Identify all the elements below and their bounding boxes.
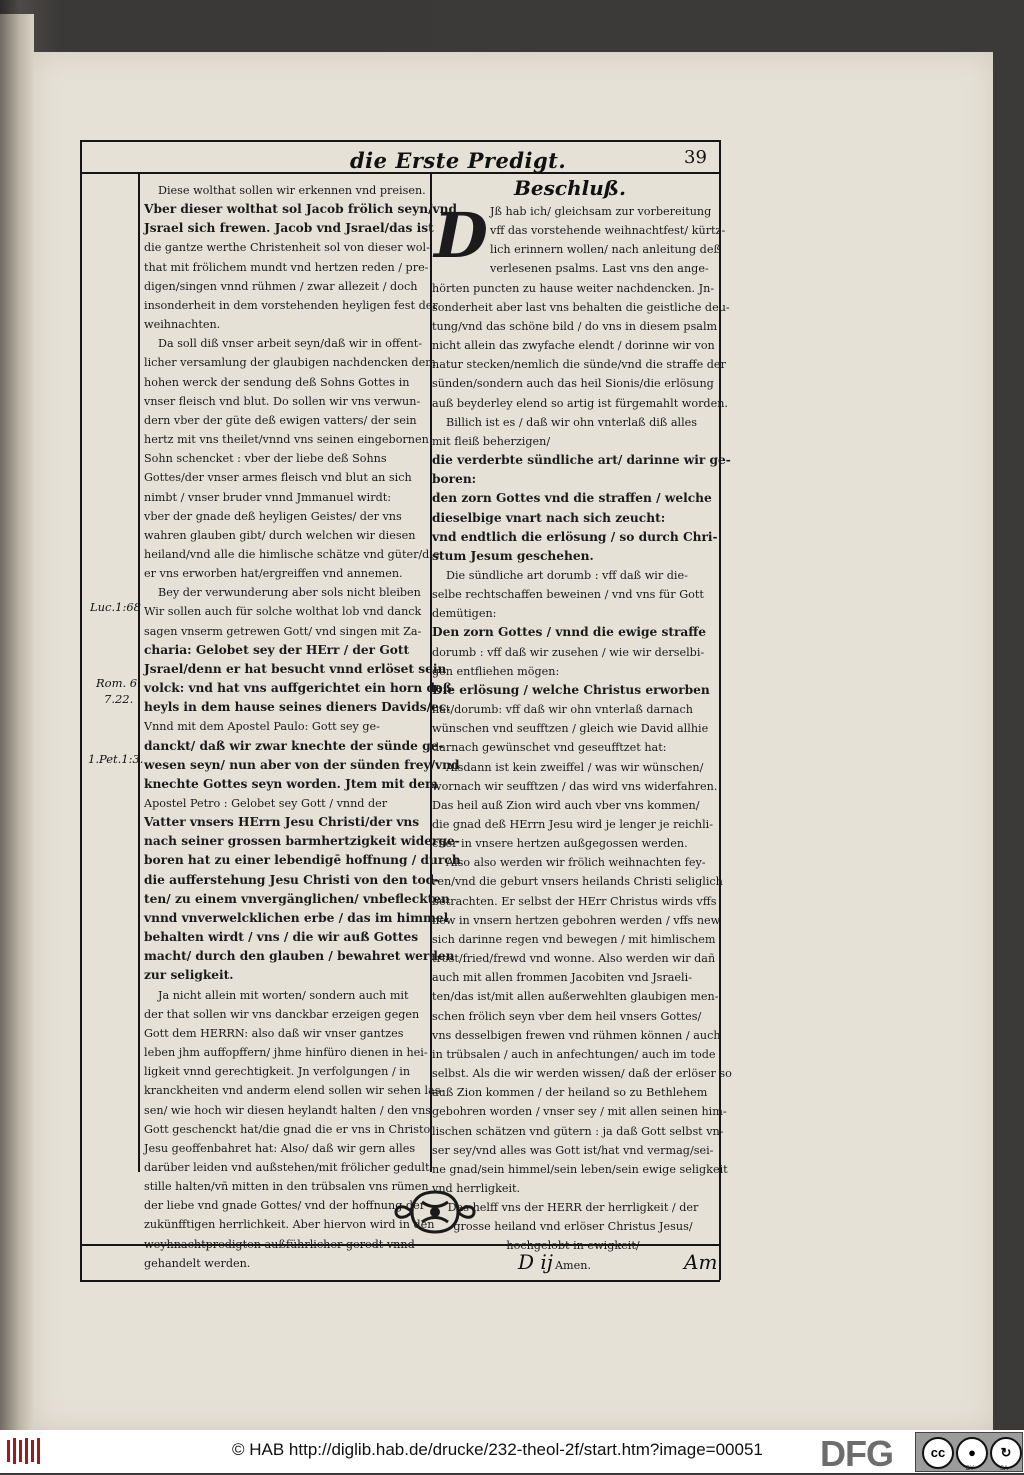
text-line: selbe rechtschaffen beweinen / vnd vns für Gott <box>432 588 704 602</box>
text-line: nimbt / vnser bruder vnnd Jmmanuel wirdt: <box>144 490 392 504</box>
frame-rule-margin <box>138 172 140 1172</box>
text-line: in trübsalen / auch in anfechtungen/ auch im tode <box>432 1047 716 1061</box>
text-line: Gott geschenckt hat/die gnad die er vns in Christo <box>144 1122 431 1136</box>
text-line: schen frölich seyn vber dem heil vnsers Gottes/ <box>432 1009 702 1023</box>
text-line: ren/vnd die geburt vnsers heilands Christi seliglich <box>432 875 723 889</box>
text-line: trost/fried/frewd vnd wonne. Also werden wir dañ <box>432 952 716 966</box>
text-line: auß Zion kommen / der heiland so zu Bethlehem <box>432 1086 708 1100</box>
text-line: Billich ist es / daß wir ohn vnterlaß diß alles <box>446 415 698 429</box>
text-line: Jß hab ich/ gleichsam zur vorbereitung <box>490 205 712 218</box>
attribution-icon: ● <box>956 1437 988 1469</box>
text-line: der liebe vnd gnade Gottes/ vnd der hoffnung der <box>144 1199 426 1213</box>
text-line: Vatter vnsers HErrn Jesu Christi/der vns <box>144 815 420 830</box>
text-line: Apostel Petro : Gelobet sey Gott / vnnd der <box>144 797 388 810</box>
margin-note: Rom. 6: <box>96 676 141 690</box>
text-line: heiland/vnd alle die himlische schätze vnd güter/die <box>144 547 440 561</box>
text-line: sünden/sondern auch das heil Sionis/die erlösung <box>432 377 714 391</box>
text-line: nicht allein das zwyfache elendt / dorinne wir von <box>432 339 715 353</box>
text-line: er vns erworben hat/ergreiffen vnd annemen. <box>144 567 403 581</box>
text-line: weihnachten. <box>144 318 221 332</box>
frame-rule-outer-left <box>80 140 82 1280</box>
adjacent-page-edge <box>0 14 34 1430</box>
text-line: Ja nicht allein mit worten/ sondern auch mit <box>158 988 409 1002</box>
page-number: 39 <box>684 147 707 168</box>
text-line: hochgelobt in ewigkeit/ <box>506 1239 640 1253</box>
margin-note: 1.Pet.1:3. <box>88 752 144 766</box>
text-line: lischen schätzen vnd gütern : ja daß Gott selbst vn- <box>432 1124 724 1138</box>
text-line: hertz mit vns theilet/vnnd vns seinen eingebornen <box>144 433 429 447</box>
text-line: vnd endtlich die erlösung / so durch Chri- <box>432 529 718 544</box>
text-line: ten/das ist/mit allen außerwehlten glaubigen men- <box>432 990 719 1004</box>
cc-icon: cc <box>922 1437 954 1469</box>
text-line: dorumb : vff daß wir zusehen / wie wir derselbi- <box>432 645 705 659</box>
text-line: wornach wir seufftzen / das wird vns widerfahren. <box>432 779 718 793</box>
margin-note: 7.22. <box>104 692 134 706</box>
text-line: sonderheit aber last vns behalten die geistliche deu- <box>432 300 730 314</box>
text-line: vnd herrligkeit. <box>432 1181 521 1195</box>
text-line: stum Jesum geschehen. <box>432 548 594 563</box>
text-line: stille halten/vñ mitten in den trübsalen vns rümen <box>144 1180 429 1194</box>
text-line: Die sündliche art dorumb : vff daß wir die- <box>446 568 688 582</box>
text-line: vnser fleisch vnd blut. Do sollen wir vns verwun- <box>144 394 421 408</box>
text-line: vnnd vnverwelcklichen erbe / das im himmel <box>144 910 449 925</box>
text-line: den zorn Gottes vnd die straffen / welche <box>432 491 712 506</box>
ornament-fleuron-icon <box>392 1186 478 1238</box>
text-line: Jsrael/denn er hat besucht vnnd erlöset sein <box>144 661 447 676</box>
text-line: vff das vorstehende weihnachtfest/ kürtz- <box>490 224 726 238</box>
sa-label: SA <box>1000 1466 1009 1472</box>
text-line: boren hat zu einer lebendigē hoffnung / durch <box>144 853 461 868</box>
text-line: Also also werden wir frölich weihnachten fey- <box>446 856 706 870</box>
text-line: that mit frölichem mundt vnd hertzen reden / pre- <box>144 260 429 274</box>
text-line: gen entfliehen mögen: <box>432 664 560 678</box>
text-line: Gottes/der vnser armes fleisch vnd blut an sich <box>144 471 412 485</box>
text-line: hohen werck der sendung deß Sohns Gottes in <box>144 375 410 389</box>
dfg-logo-icon: DFG <box>820 1433 893 1474</box>
right-text-column <box>432 199 732 1275</box>
text-line: Alsdann ist kein zweiffel / was wir wünschen/ <box>446 760 704 774</box>
text-line: Jsrael sich frewen. Jacob vnd Jsrael/das ist <box>144 221 434 236</box>
text-line: digen/singen vnnd rühmen / zwar allezeit / doch <box>144 279 418 293</box>
hab-logo-icon <box>6 1436 46 1466</box>
text-line: wahren glauben gibt/ durch welchen wir diesen <box>144 528 416 542</box>
text-line: natur stecken/nemlich die sünde/vnd die straffe der <box>432 358 726 372</box>
text-line: Das heil auß Zion wird auch vber vns kommen/ <box>432 798 700 812</box>
text-line: Wir sollen auch für solche wolthat lob vnd danck <box>144 605 422 619</box>
text-line: heyls in dem hause seines dieners Davids/ec. <box>144 700 451 715</box>
text-line: Bey der verwunderung aber sols nicht bleiben <box>158 586 421 600</box>
text-line: demütigen: <box>432 607 497 621</box>
text-line: Vber dieser wolthat sol Jacob frölich seyn/vnd <box>144 202 457 217</box>
text-line: wesen seyn/ nun aber von der sünden frey/vnd <box>144 757 460 772</box>
text-line: grosse heiland vnd erlöser Christus Jesus/ <box>453 1220 693 1234</box>
text-line: macht/ durch den glauben / bewahret werden <box>144 949 455 964</box>
text-line: insonderheit in dem vorstehenden heyligen fest der <box>144 298 438 312</box>
text-line: dern vber der güte deß ewigen vatters/ der sein <box>144 413 417 427</box>
text-line: Die erlösung / welche Christus erworben <box>432 682 710 697</box>
text-line: vns desselbigen frewen vnd rühmen können / auch <box>432 1028 721 1042</box>
text-line: der that sollen wir vns danckbar erzeigen gegen <box>144 1007 420 1021</box>
text-line: weyhnachtpredigten außführlicher geredt vnnd <box>144 1237 415 1251</box>
margin-note: Luc.1:68 <box>90 600 141 614</box>
text-line: volck: vnd hat vns auffgerichtet ein horn deß <box>144 681 452 696</box>
text-line: sen/ wie hoch wir diesen heylandt halten / den vns <box>144 1103 432 1117</box>
text-line: gehandelt werden. <box>144 1256 251 1270</box>
text-line: die gnad deß HErrn Jesu wird je lenger je reichli- <box>432 818 714 831</box>
text-line: charia: Gelobet sey der HErr / der Gott <box>144 642 410 657</box>
text-line: sich darinne regen vnd bewegen / mit himlischem <box>432 932 716 946</box>
text-line: licher versamlung der glaubigen nachdencken dem <box>144 356 436 370</box>
text-line: ten/ zu einem vnvergänglichen/ vnbefleckten <box>144 891 450 906</box>
source-link[interactable]: © HAB http://diglib.hab.de/drucke/232-theol-2f/start.htm?image=00051 <box>232 1440 763 1459</box>
text-line: ser sey/vnd alles was Gott ist/hat vnd vermag/sei- <box>432 1143 714 1157</box>
text-line: tung/vnd das schöne bild / do vns in diesem psalm <box>432 319 718 333</box>
text-line: Diese wolthat sollen wir erkennen vnd preisen. <box>158 184 426 197</box>
text-line: Das helff vns der HERR der herrligkeit / der <box>447 1201 699 1215</box>
text-line: Den zorn Gottes / vnnd die ewige straffe <box>432 625 707 640</box>
text-line: hat/dorumb: vff daß wir ohn vnterlaß darnach <box>432 703 693 717</box>
text-line: Vnnd mit dem Apostel Paulo: Gott sey ge- <box>144 720 380 734</box>
text-line: verlesenen psalms. Last vns den ange- <box>490 262 709 276</box>
text-line: behalten wirdt / vns / die wir auß Gottes <box>144 930 419 945</box>
text-line: Da soll diß vnser arbeit seyn/daß wir in offent- <box>158 337 423 351</box>
text-line: Sohn schencket : vber der liebe deß Sohns <box>144 452 387 466</box>
text-line: wünschen vnd seufftzen / gleich wie David allhie <box>432 722 709 736</box>
left-text-column <box>144 181 461 1273</box>
text-line: vber der gnade deß heyligen Geistes/ der vns <box>144 509 402 523</box>
text-line: mit fleiß beherzigen/ <box>432 434 551 448</box>
text-line: ligkeit vnnd gerechtigkeit. Jn verfolgungen / in <box>144 1065 411 1079</box>
running-title: die Erste Predigt. <box>350 148 567 173</box>
text-line: auch mit allen frommen Jacobiten vnd Jsraeli- <box>432 971 692 985</box>
text-line: die gantze werthe Christenheit sol von dieser wol- <box>144 241 430 255</box>
text-line: selbst. Als die wir werden wissen/ daß der erlöser so <box>432 1067 732 1081</box>
text-line: zukünfftigen herrlichkeit. Aber hiervon wird in den <box>144 1218 435 1232</box>
text-line: kranckheiten vnd anderm elend sollen wir sehen las- <box>144 1084 445 1098</box>
text-line: danckt/ daß wir zwar knechte der sünde ge- <box>144 738 444 753</box>
text-line: lich erinnern wollen/ nach anleitung deß <box>490 243 721 257</box>
signature-mark: D ij <box>518 1250 553 1274</box>
text-line: betrachten. Er selbst der HErr Christus wirds vffs <box>432 894 717 908</box>
text-line: Amen. <box>554 1258 592 1272</box>
text-line: dieselbige vnart nach sich zeucht: <box>432 510 666 525</box>
text-line: nach seiner grossen barmhertzigkeit widerge- <box>144 834 460 849</box>
share-alike-icon: ↻ <box>990 1437 1022 1469</box>
text-line: auß beyderley elend so artig ist fürgemahlt worden. <box>432 396 728 410</box>
text-line: sagen vnserm getrewen Gott/ vnd singen mit Za- <box>144 624 422 638</box>
text-line: Gott dem HERRN: also daß wir vnser gantzes <box>144 1026 404 1040</box>
frame-rule-top <box>80 140 720 142</box>
text-line: zur seligkeit. <box>144 968 234 983</box>
text-line: hörten puncten zu hause weiter nachdencken. Jn- <box>432 281 715 295</box>
by-label: BY <box>966 1466 975 1472</box>
text-line: die verderbte sündliche art/ darinne wir ge- <box>432 453 731 468</box>
text-line: gebohren worden / vnser sey / mit allen seinen him- <box>432 1105 727 1119</box>
drop-cap: D <box>434 199 488 272</box>
text-line: darüber leiden vnd außstehen/mit frölicher gedult <box>144 1160 430 1174</box>
text-line: Jesu geoffenbahret hat: Also/ daß wir gern alles <box>144 1141 416 1155</box>
text-line: leben jhm auffopffern/ jhme hinfüro dienen in hei- <box>144 1046 428 1060</box>
text-line: die aufferstehung Jesu Christi von den tod- <box>144 872 440 887</box>
cc-license-badge[interactable] <box>915 1432 1023 1472</box>
text-line: cher in vnsere hertzen außgegossen werden. <box>432 837 688 851</box>
text-line: boren: <box>432 472 477 487</box>
text-line: new in vnsern hertzen gebohren werden / vffs new <box>432 913 721 927</box>
text-line: knechte Gottes seyn worden. Jtem mit dem <box>144 776 438 791</box>
text-line: darnach gewünschet vnd geseufftzet hat: <box>432 741 667 755</box>
frame-rule-bottom <box>80 1280 720 1282</box>
text-line: ne gnad/sein himmel/sein leben/sein ewige seligkeit <box>432 1162 728 1176</box>
catchword: Am <box>684 1250 718 1274</box>
section-title: Beschluß. <box>514 176 626 200</box>
